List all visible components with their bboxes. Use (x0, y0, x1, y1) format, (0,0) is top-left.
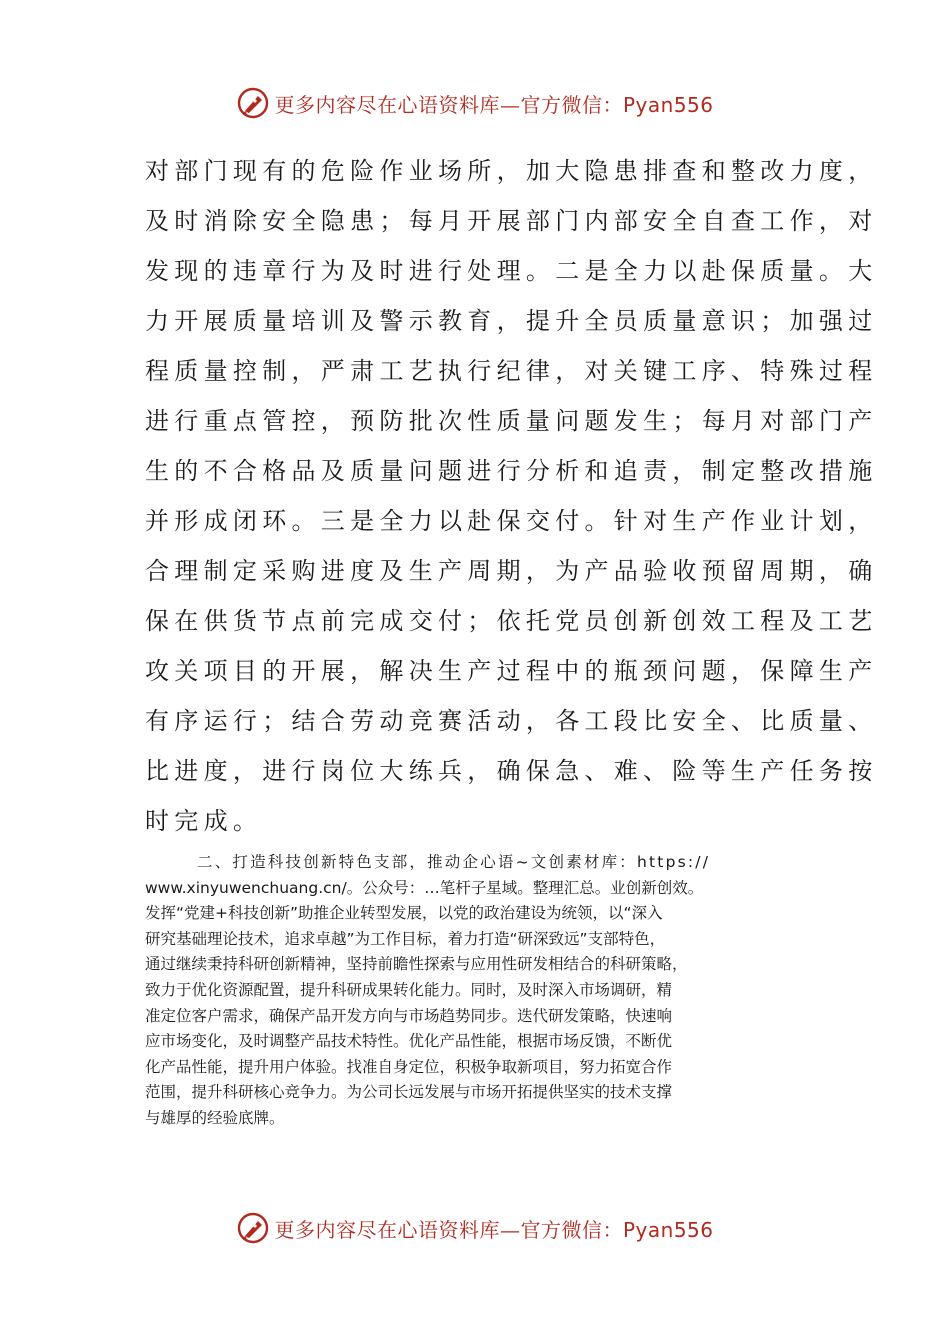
paragraph-line: 时完成。 (145, 807, 263, 835)
section-line: 准定位客户需求，确保产品开发方向与市场趋势同步。迭代研发策略，快速响 (145, 1006, 673, 1025)
paragraph-line: 比进度，进行岗位大练兵，确保急、难、险等生产任务按 (145, 757, 878, 785)
paragraph-line: 有序运行；结合劳动竞赛活动，各工段比安全、比质量、 (145, 707, 878, 735)
banner-main-text: 更多内容尽在心语资料库—官方微信： (274, 1217, 623, 1242)
section-line: 应市场变化，及时调整产品技术特性。优化产品性能，根据市场反馈，不断优 (145, 1032, 673, 1051)
paragraph-line: 发现的违章行为及时进行处理。二是全力以赴保质量。大 (145, 257, 878, 285)
paragraph-line: 程质量控制，严肃工艺执行纪律，对关键工序、特殊过程 (145, 357, 878, 385)
paragraph-line: 及时消除安全隐患；每月开展部门内部安全自查工作，对 (145, 207, 878, 235)
paragraph-line: 力开展质量培训及警示教育，提升全员质量意识；加强过 (145, 307, 878, 335)
footer-banner (0, 1208, 950, 1248)
body-paragraph (145, 146, 878, 846)
banner-main-text: 更多内容尽在心语资料库—官方微信： (274, 92, 623, 117)
paragraph-line: 进行重点管控，预防批次性质量问题发生；每月对部门产 (145, 407, 878, 435)
paragraph-line: 攻关项目的开展，解决生产过程中的瓶颈问题，保障生产 (145, 657, 878, 685)
section-line: 致力于优化资源配置，提升科研成果转化能力。同时，及时深入市场调研，精 (145, 980, 673, 999)
section-two (145, 850, 817, 1132)
pen-nib-logo-icon (236, 86, 270, 120)
paragraph-line: 保在供货节点前完成交付；依托党员创新创效工程及工艺 (145, 607, 878, 635)
banner-text (274, 89, 713, 118)
banner-wechat-id: Pyan556 (622, 92, 714, 117)
pen-nib-logo-icon (236, 1211, 270, 1245)
section-line: www.xinyuwenchuang.cn/。公众号：…笔杆子星域。整理汇总。业创新创效。 (145, 878, 704, 897)
paragraph-line: 合理制定采购进度及生产周期，为产品验收预留周期，确 (145, 557, 878, 585)
section-line: 与雄厚的经验底牌。 (145, 1108, 285, 1127)
section-line: 范围，提升科研核心竞争力。为公司长远发展与市场开拓提供坚实的技术支撑 (145, 1083, 673, 1102)
section-line: 发挥“党建+科技创新”助推企业转型发展，以党的政治建设为统领，以“深入 (145, 904, 663, 923)
section-heading-line: 二、打造科技创新特色支部，推动企心语~文创素材库：https:// (197, 853, 711, 871)
section-line: 研究基础理论技术，追求卓越”为工作目标，着力打造“研深致远”支部特色， (145, 929, 666, 948)
paragraph-line: 生的不合格品及质量问题进行分析和追责，制定整改措施 (145, 457, 878, 485)
banner-text (274, 1214, 713, 1243)
section-line: 通过继续秉持科研创新精神，坚持前瞻性探索与应用性研发相结合的科研策略， (145, 955, 688, 974)
paragraph-line: 并形成闭环。三是全力以赴保交付。针对生产作业计划， (145, 507, 878, 535)
header-banner (0, 83, 950, 123)
section-line: 化产品性能，提升用户体验。找准自身定位，积极争取新项目，努力拓宽合作 (145, 1057, 673, 1076)
banner-wechat-id: Pyan556 (622, 1217, 714, 1242)
paragraph-line: 对部门现有的危险作业场所，加大隐患排查和整改力度， (145, 157, 878, 185)
